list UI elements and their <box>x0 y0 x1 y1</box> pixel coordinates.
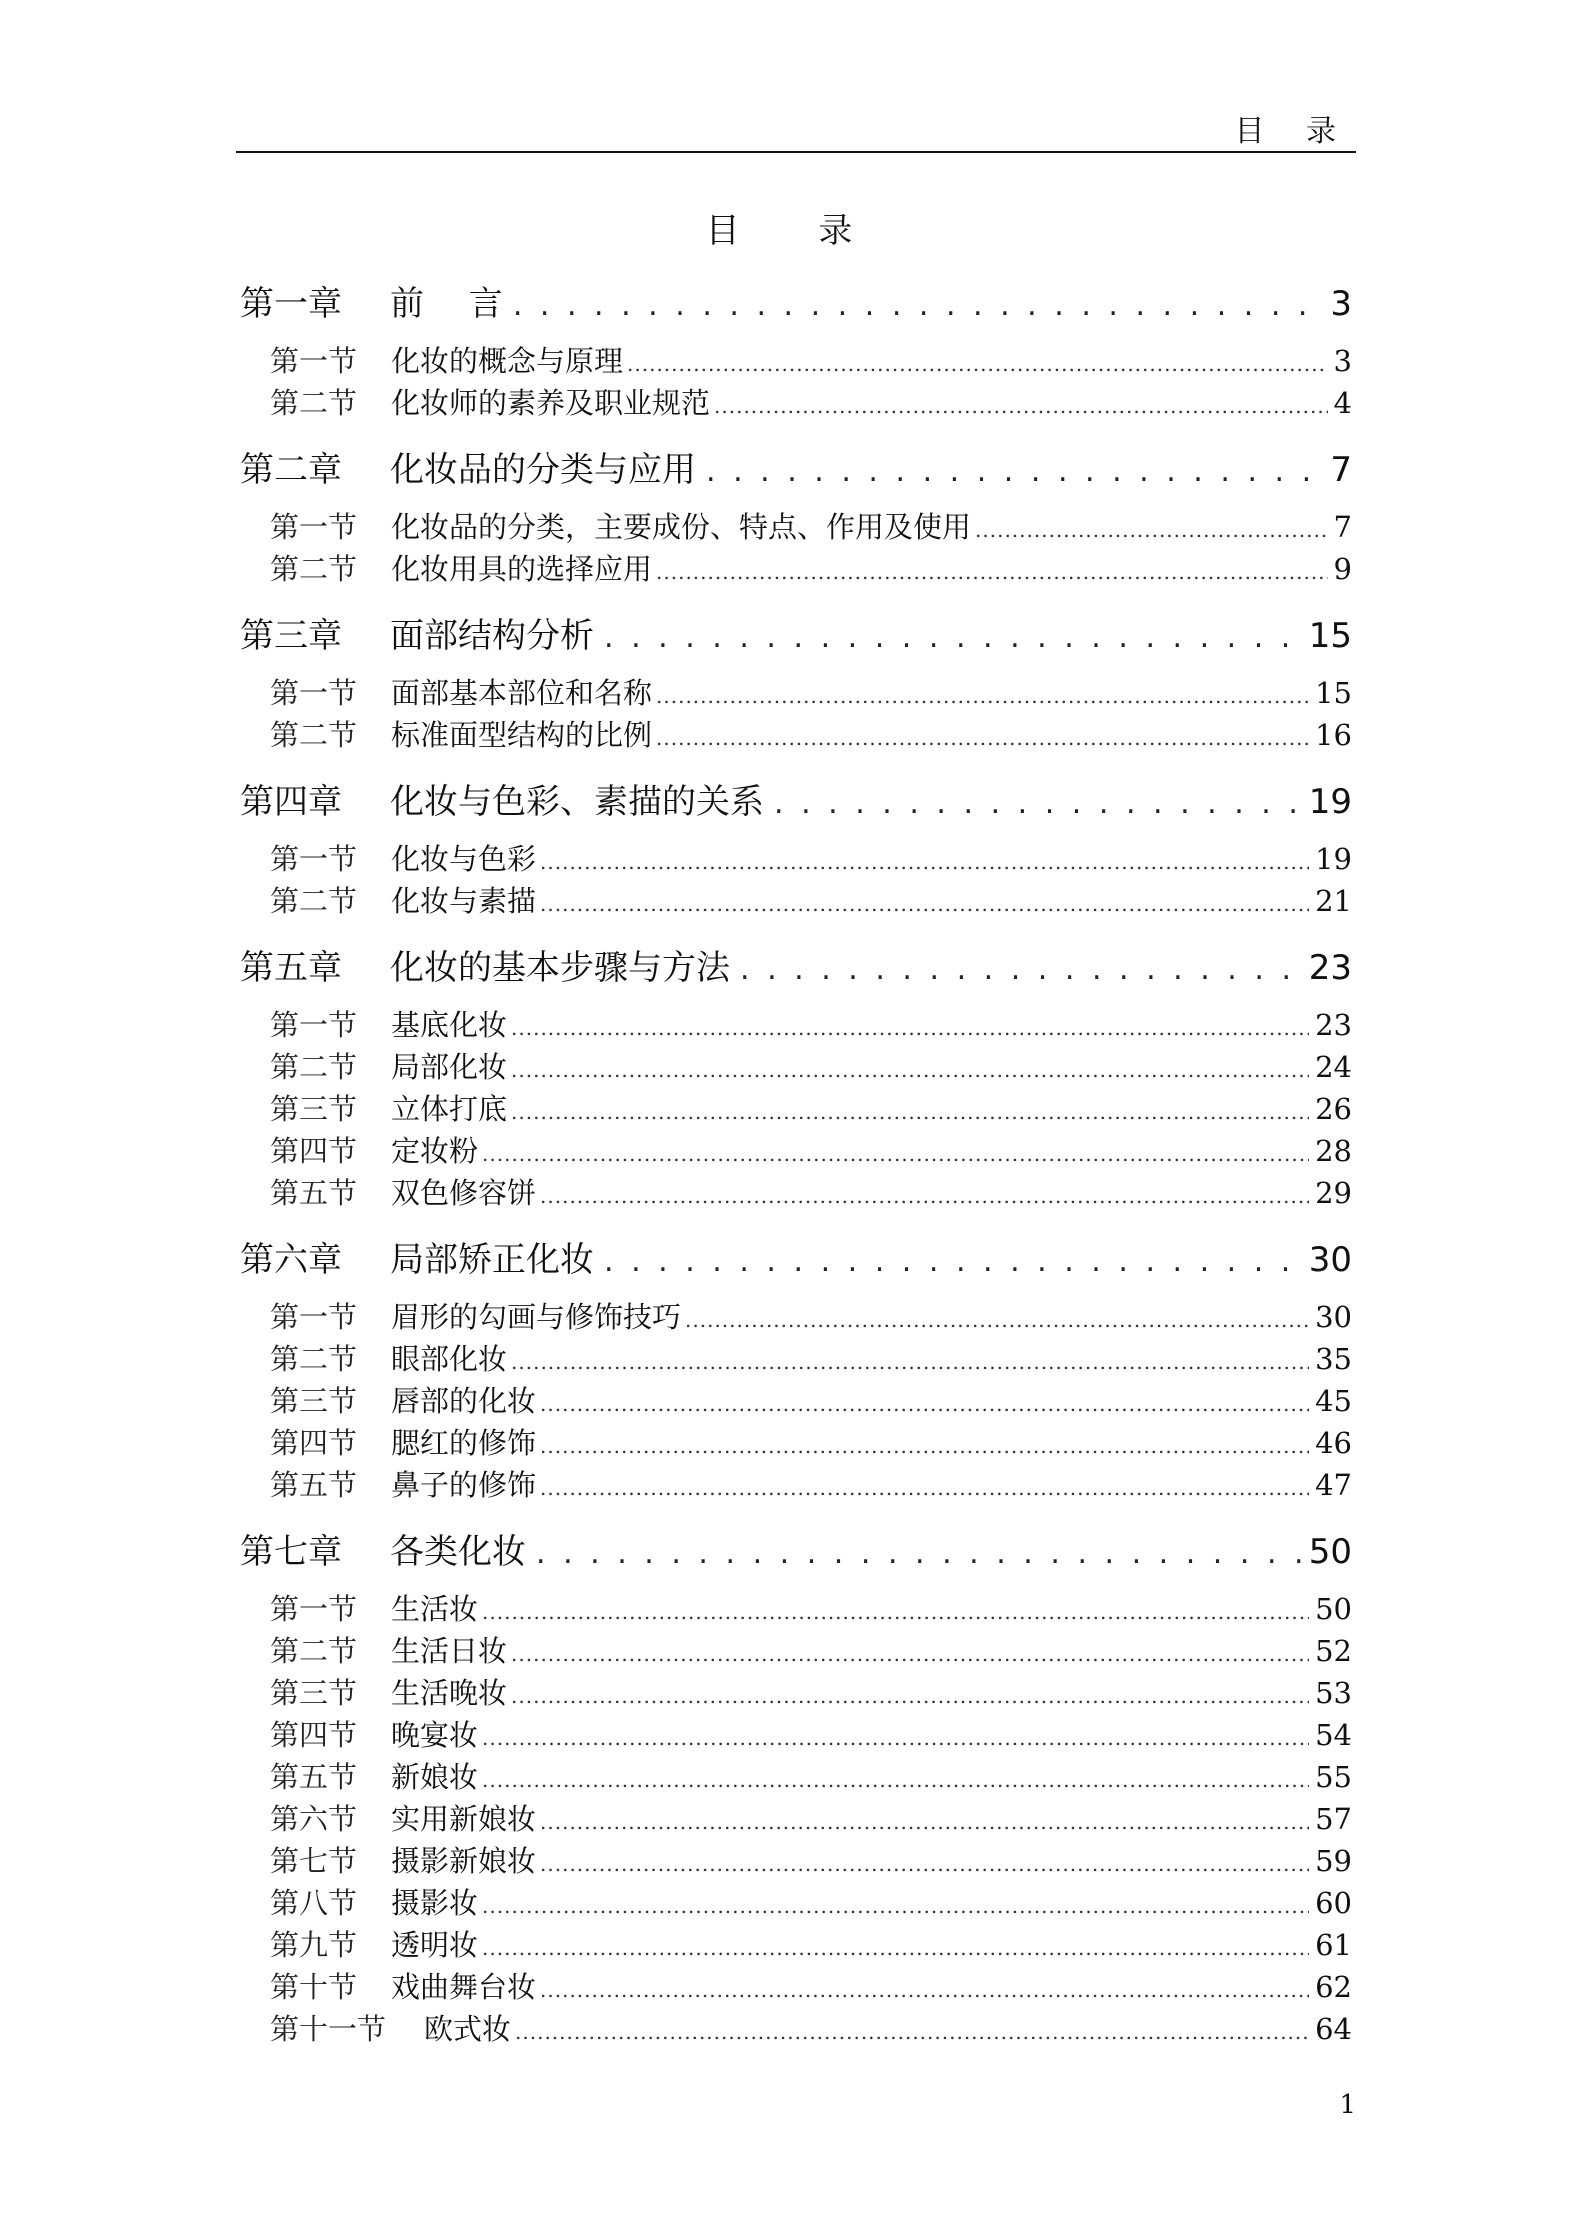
section-entry[interactable] <box>240 1130 1352 1172</box>
dot-leader <box>482 1759 1309 1801</box>
section-title: 立体打底 <box>391 1092 508 1126</box>
section-title: 化妆品的分类，主要成份、特点、作用及使用 <box>391 510 972 544</box>
chapter-page-number: 7 <box>1330 450 1352 490</box>
section-title: 戏曲舞台妆 <box>391 1970 537 2004</box>
section-page-number: 47 <box>1315 1468 1352 1502</box>
section-number: 第一节 <box>270 510 358 544</box>
section-number: 第十节 <box>270 1970 358 2004</box>
chapter-page-number: 19 <box>1308 782 1352 822</box>
section-title: 腮红的修饰 <box>391 1426 537 1460</box>
dot-leader <box>511 1049 1309 1091</box>
section-number: 第十一节 <box>270 2012 387 2046</box>
dot-leader <box>515 2011 1309 2053</box>
section-number: 第二节 <box>270 1342 358 1376</box>
section-entry[interactable] <box>240 382 1352 424</box>
section-page-number: 4 <box>1333 386 1352 420</box>
section-list <box>240 340 1352 434</box>
section-number: 第一节 <box>270 1300 358 1334</box>
section-entry[interactable] <box>240 1588 1352 1630</box>
section-title: 摄影新娘妆 <box>391 1844 537 1878</box>
chapter-entry[interactable] <box>240 932 1352 1004</box>
toc-title: 目 录 <box>705 211 887 251</box>
dot-leader <box>740 934 1303 1006</box>
section-entry[interactable] <box>240 1004 1352 1046</box>
section-entry[interactable] <box>240 1088 1352 1130</box>
section-title: 基底化妆 <box>391 1008 508 1042</box>
dot-leader <box>482 1591 1309 1633</box>
dot-leader <box>513 270 1325 342</box>
dot-leader <box>706 436 1324 508</box>
chapter-entry[interactable] <box>240 434 1352 506</box>
section-entry[interactable] <box>240 1840 1352 1882</box>
dot-leader <box>540 1467 1309 1509</box>
section-number: 第四节 <box>270 1134 358 1168</box>
dot-leader <box>975 509 1328 551</box>
section-entry[interactable] <box>240 1046 1352 1088</box>
dot-leader <box>540 1175 1309 1217</box>
section-list <box>240 838 1352 932</box>
section-page-number: 59 <box>1315 1844 1352 1878</box>
dot-leader <box>540 883 1309 925</box>
section-page-number: 19 <box>1315 842 1352 876</box>
section-entry[interactable] <box>240 2008 1352 2050</box>
section-number: 第一节 <box>270 1592 358 1626</box>
dot-leader <box>685 1299 1309 1341</box>
section-page-number: 3 <box>1333 344 1352 378</box>
section-number: 第二节 <box>270 1634 358 1668</box>
section-entry[interactable] <box>240 1882 1352 1924</box>
chapter-entry[interactable] <box>240 766 1352 838</box>
section-entry[interactable] <box>240 1422 1352 1464</box>
section-page-number: 21 <box>1315 884 1352 918</box>
section-title: 眼部化妆 <box>391 1342 508 1376</box>
chapter-page-number: 30 <box>1308 1240 1352 1280</box>
section-entry[interactable] <box>240 880 1352 922</box>
section-title: 生活日妆 <box>391 1634 508 1668</box>
section-title: 定妆粉 <box>391 1134 479 1168</box>
section-page-number: 55 <box>1315 1760 1352 1794</box>
dot-leader <box>656 717 1309 759</box>
section-number: 第二节 <box>270 718 358 752</box>
section-number: 第二节 <box>270 1050 358 1084</box>
section-page-number: 52 <box>1315 1634 1352 1668</box>
chapter-number: 第七章 <box>240 1532 342 1572</box>
section-page-number: 46 <box>1315 1426 1352 1460</box>
dot-leader <box>656 675 1309 717</box>
section-entry[interactable] <box>240 506 1352 548</box>
section-list <box>240 506 1352 600</box>
toc-chapter <box>240 268 1352 434</box>
chapter-title: 面部结构分析 <box>390 616 594 656</box>
section-page-number: 60 <box>1315 1886 1352 1920</box>
section-title: 局部化妆 <box>391 1050 508 1084</box>
chapter-page-number: 23 <box>1308 948 1352 988</box>
section-list <box>240 1588 1352 2060</box>
section-page-number: 16 <box>1315 718 1352 752</box>
section-number: 第一节 <box>270 676 358 710</box>
section-page-number: 15 <box>1315 676 1352 710</box>
section-number: 第五节 <box>270 1760 358 1794</box>
section-title: 化妆用具的选择应用 <box>391 552 653 586</box>
dot-leader <box>774 768 1303 840</box>
section-number: 第二节 <box>270 552 358 586</box>
section-entry[interactable] <box>240 1464 1352 1506</box>
section-page-number: 28 <box>1315 1134 1352 1168</box>
dot-leader <box>540 841 1309 883</box>
chapter-title: 化妆品的分类与应用 <box>390 450 696 490</box>
dot-leader <box>714 385 1328 427</box>
section-entry[interactable] <box>240 1924 1352 1966</box>
section-title: 化妆与素描 <box>391 884 537 918</box>
section-title: 眉形的勾画与修饰技巧 <box>391 1300 682 1334</box>
section-number: 第八节 <box>270 1886 358 1920</box>
section-title: 鼻子的修饰 <box>391 1468 537 1502</box>
dot-leader <box>540 1801 1309 1843</box>
dot-leader <box>540 1969 1309 2011</box>
chapter-title: 化妆的基本步骤与方法 <box>390 948 730 988</box>
section-title: 化妆与色彩 <box>391 842 537 876</box>
section-entry[interactable] <box>240 1714 1352 1756</box>
section-entry[interactable] <box>240 714 1352 756</box>
chapter-title: 局部矫正化妆 <box>390 1240 594 1280</box>
dot-leader <box>511 1633 1309 1675</box>
dot-leader <box>540 1843 1309 1885</box>
chapter-number: 第五章 <box>240 948 342 988</box>
section-page-number: 26 <box>1315 1092 1352 1126</box>
section-entry[interactable] <box>240 838 1352 880</box>
dot-leader <box>511 1341 1309 1383</box>
toc-chapter <box>240 600 1352 766</box>
dot-leader <box>627 343 1328 385</box>
section-title: 欧式妆 <box>424 2012 512 2046</box>
toc-chapter <box>240 1224 1352 1516</box>
section-number: 第五节 <box>270 1468 358 1502</box>
chapter-entry[interactable] <box>240 1224 1352 1296</box>
section-number: 第四节 <box>270 1718 358 1752</box>
chapter-number: 第四章 <box>240 782 342 822</box>
section-page-number: 35 <box>1315 1342 1352 1376</box>
dot-leader <box>604 602 1303 674</box>
chapter-title: 化妆与色彩、素描的关系 <box>390 782 764 822</box>
dot-leader <box>604 1226 1303 1298</box>
chapter-page-number: 50 <box>1308 1532 1352 1572</box>
section-title: 生活妆 <box>391 1592 479 1626</box>
section-page-number: 54 <box>1315 1718 1352 1752</box>
section-title: 化妆的概念与原理 <box>391 344 624 378</box>
chapter-title: 前 言 <box>390 284 503 324</box>
section-entry[interactable] <box>240 1798 1352 1840</box>
section-entry[interactable] <box>240 1756 1352 1798</box>
section-number: 第四节 <box>270 1426 358 1460</box>
section-number: 第一节 <box>270 842 358 876</box>
section-number: 第三节 <box>270 1676 358 1710</box>
dot-leader <box>536 1518 1303 1590</box>
section-title: 面部基本部位和名称 <box>391 676 653 710</box>
section-title: 化妆师的素养及职业规范 <box>391 386 711 420</box>
section-page-number: 61 <box>1315 1928 1352 1962</box>
section-entry[interactable] <box>240 1672 1352 1714</box>
toc-chapter <box>240 932 1352 1224</box>
section-title: 摄影妆 <box>391 1886 479 1920</box>
section-number: 第一节 <box>270 1008 358 1042</box>
running-head: 目 录 <box>1234 114 1352 149</box>
section-entry[interactable] <box>240 340 1352 382</box>
section-entry[interactable] <box>240 548 1352 590</box>
section-number: 第一节 <box>270 344 358 378</box>
dot-leader <box>482 1927 1309 1969</box>
chapter-number: 第一章 <box>240 284 342 324</box>
dot-leader <box>482 1717 1309 1759</box>
section-title: 双色修容饼 <box>391 1176 537 1210</box>
section-number: 第七节 <box>270 1844 358 1878</box>
section-title: 生活晚妆 <box>391 1676 508 1710</box>
section-page-number: 64 <box>1315 2012 1352 2046</box>
section-entry[interactable] <box>240 1296 1352 1338</box>
section-page-number: 45 <box>1315 1384 1352 1418</box>
section-page-number: 50 <box>1315 1592 1352 1626</box>
chapter-number: 第六章 <box>240 1240 342 1280</box>
dot-leader <box>540 1383 1309 1425</box>
section-number: 第二节 <box>270 884 358 918</box>
section-list <box>240 1296 1352 1516</box>
dot-leader <box>656 551 1328 593</box>
section-entry[interactable] <box>240 1966 1352 2008</box>
page-number: 1 <box>1339 2090 1356 2120</box>
chapter-entry[interactable] <box>240 1516 1352 1588</box>
section-number: 第九节 <box>270 1928 358 1962</box>
section-page-number: 9 <box>1333 552 1352 586</box>
chapter-page-number: 3 <box>1330 284 1352 324</box>
section-list <box>240 672 1352 766</box>
section-title: 新娘妆 <box>391 1760 479 1794</box>
section-title: 透明妆 <box>391 1928 479 1962</box>
section-title: 唇部的化妆 <box>391 1384 537 1418</box>
chapter-page-number: 15 <box>1308 616 1352 656</box>
section-page-number: 62 <box>1315 1970 1352 2004</box>
section-title: 实用新娘妆 <box>391 1802 537 1836</box>
table-of-contents <box>240 268 1352 2060</box>
section-entry[interactable] <box>240 1172 1352 1214</box>
section-list <box>240 1004 1352 1224</box>
toc-chapter <box>240 434 1352 600</box>
chapter-title: 各类化妆 <box>390 1532 526 1572</box>
section-page-number: 24 <box>1315 1050 1352 1084</box>
section-page-number: 53 <box>1315 1676 1352 1710</box>
dot-leader <box>482 1885 1309 1927</box>
toc-chapter <box>240 766 1352 932</box>
section-page-number: 23 <box>1315 1008 1352 1042</box>
dot-leader <box>540 1425 1309 1467</box>
section-entry[interactable] <box>240 672 1352 714</box>
chapter-number: 第二章 <box>240 450 342 490</box>
toc-chapter <box>240 1516 1352 2060</box>
section-entry[interactable] <box>240 1338 1352 1380</box>
section-number: 第二节 <box>270 386 358 420</box>
section-title: 晚宴妆 <box>391 1718 479 1752</box>
dot-leader <box>511 1091 1309 1133</box>
dot-leader <box>511 1675 1309 1717</box>
section-entry[interactable] <box>240 1630 1352 1672</box>
section-page-number: 29 <box>1315 1176 1352 1210</box>
section-number: 第三节 <box>270 1384 358 1418</box>
chapter-entry[interactable] <box>240 268 1352 340</box>
section-entry[interactable] <box>240 1380 1352 1422</box>
header-rule <box>236 151 1356 153</box>
dot-leader <box>482 1133 1309 1175</box>
section-number: 第五节 <box>270 1176 358 1210</box>
section-page-number: 7 <box>1333 510 1352 544</box>
dot-leader <box>511 1007 1309 1049</box>
chapter-entry[interactable] <box>240 600 1352 672</box>
section-page-number: 57 <box>1315 1802 1352 1836</box>
section-title: 标准面型结构的比例 <box>391 718 653 752</box>
section-number: 第六节 <box>270 1802 358 1836</box>
section-number: 第三节 <box>270 1092 358 1126</box>
section-page-number: 30 <box>1315 1300 1352 1334</box>
chapter-number: 第三章 <box>240 616 342 656</box>
